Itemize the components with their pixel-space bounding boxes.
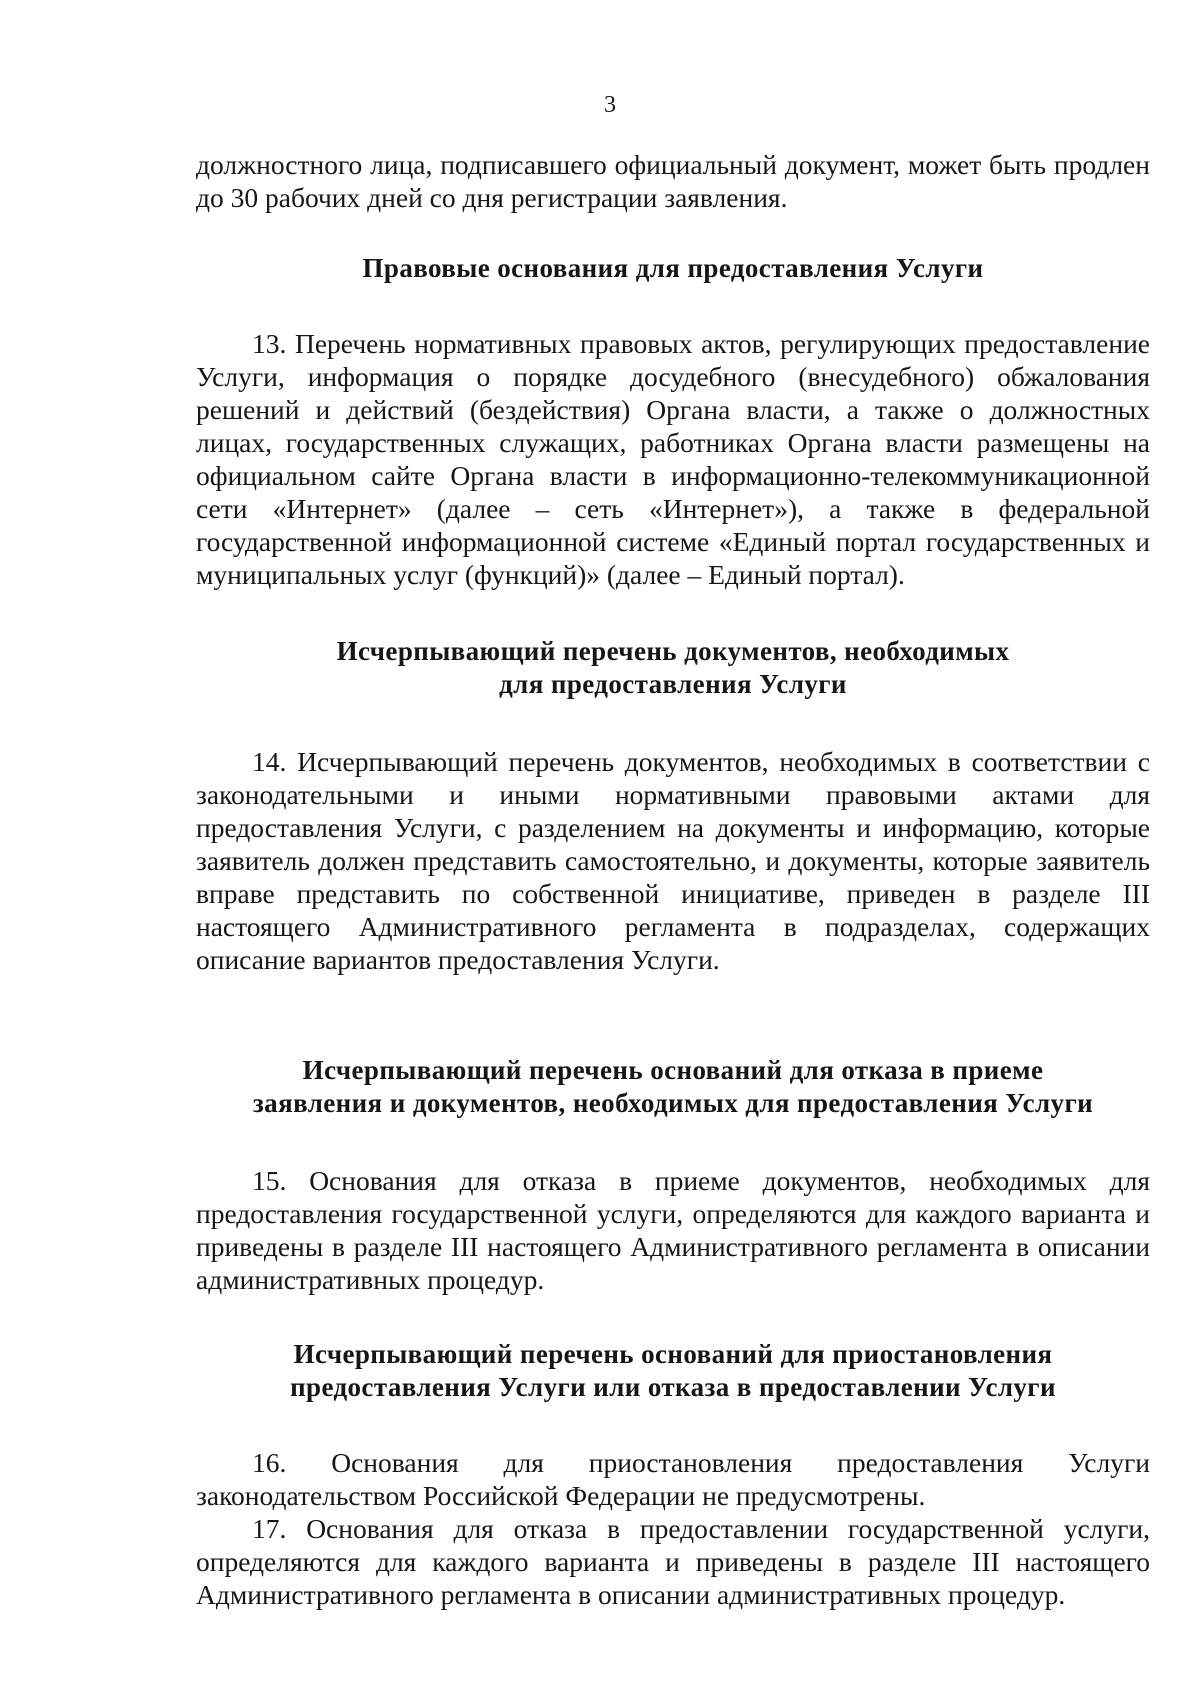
section-heading-legal-grounds xyxy=(196,252,1150,285)
intro-paragraph: должностного лица, подписавшего официальный документ, может быть продлен до 30 рабочих дней со дня регистрации заявления. xyxy=(196,149,1150,213)
heading-line: Правовые основания для предоставления Услуги xyxy=(362,253,984,283)
document-body xyxy=(196,148,1150,1611)
paragraph-15: 15. Основания для отказа в приеме документов, необходимых для предоставления государственной услуги, определяются для каждого варианта и приведены в разделе III настоящего Административного регламента в описании административных процедур. xyxy=(196,1165,1150,1295)
heading-line: Исчерпывающий перечень документов, необходимых xyxy=(336,636,1010,666)
heading-line: Исчерпывающий перечень оснований для приостановления xyxy=(293,1339,1053,1369)
heading-line: предоставления Услуги или отказа в предоставлении Услуги xyxy=(290,1372,1056,1402)
heading-line: заявления и документов, необходимых для предоставления Услуги xyxy=(252,1088,1094,1118)
section-heading-documents-list xyxy=(196,635,1150,701)
page-number: 3 xyxy=(604,92,616,118)
heading-line: Исчерпывающий перечень оснований для отказа в приеме xyxy=(302,1055,1044,1085)
paragraph-17: 17. Основания для отказа в предоставлении государственной услуги, определяются для каждого варианта и приведены в разделе III настоящего Административного регламента в описании административных процедур. xyxy=(196,1513,1150,1610)
heading-line: для предоставления Услуги xyxy=(499,669,847,699)
paragraph-13: 13. Перечень нормативных правовых актов, регулирующих предоставление Услуги, информация о порядке досудебного (внесудебного) обжалования решений и действий (бездействия) Органа власти, а также о должностных лицах, государственных служащих, работниках Органа власти размещены на официальном сайте Органа власти в информационно-телекоммуникационной сети «Интернет» (далее – сеть «Интернет»), а также в федеральной государственной информационной системе «Единый портал государственных и муниципальных услуг (функций)» (далее – Единый портал). xyxy=(196,328,1150,590)
section-heading-refusal-to-accept xyxy=(196,1054,1150,1120)
paragraph-16: 16. Основания для приостановления предоставления Услуги законодательством Российской Федерации не предусмотрены. xyxy=(196,1447,1150,1511)
section-heading-suspension-or-refusal xyxy=(196,1338,1150,1404)
paragraph-14: 14. Исчерпывающий перечень документов, необходимых в соответствии с законодательными и иными нормативными правовыми актами для предоставления Услуги, с разделением на документы и информацию, которые заявитель должен представить самостоятельно, и документы, которые заявитель вправе представить по собственной инициативе, приведен в разделе III настоящего Административного регламента в подразделах, содержащих описание вариантов предоставления Услуги. xyxy=(196,746,1150,975)
